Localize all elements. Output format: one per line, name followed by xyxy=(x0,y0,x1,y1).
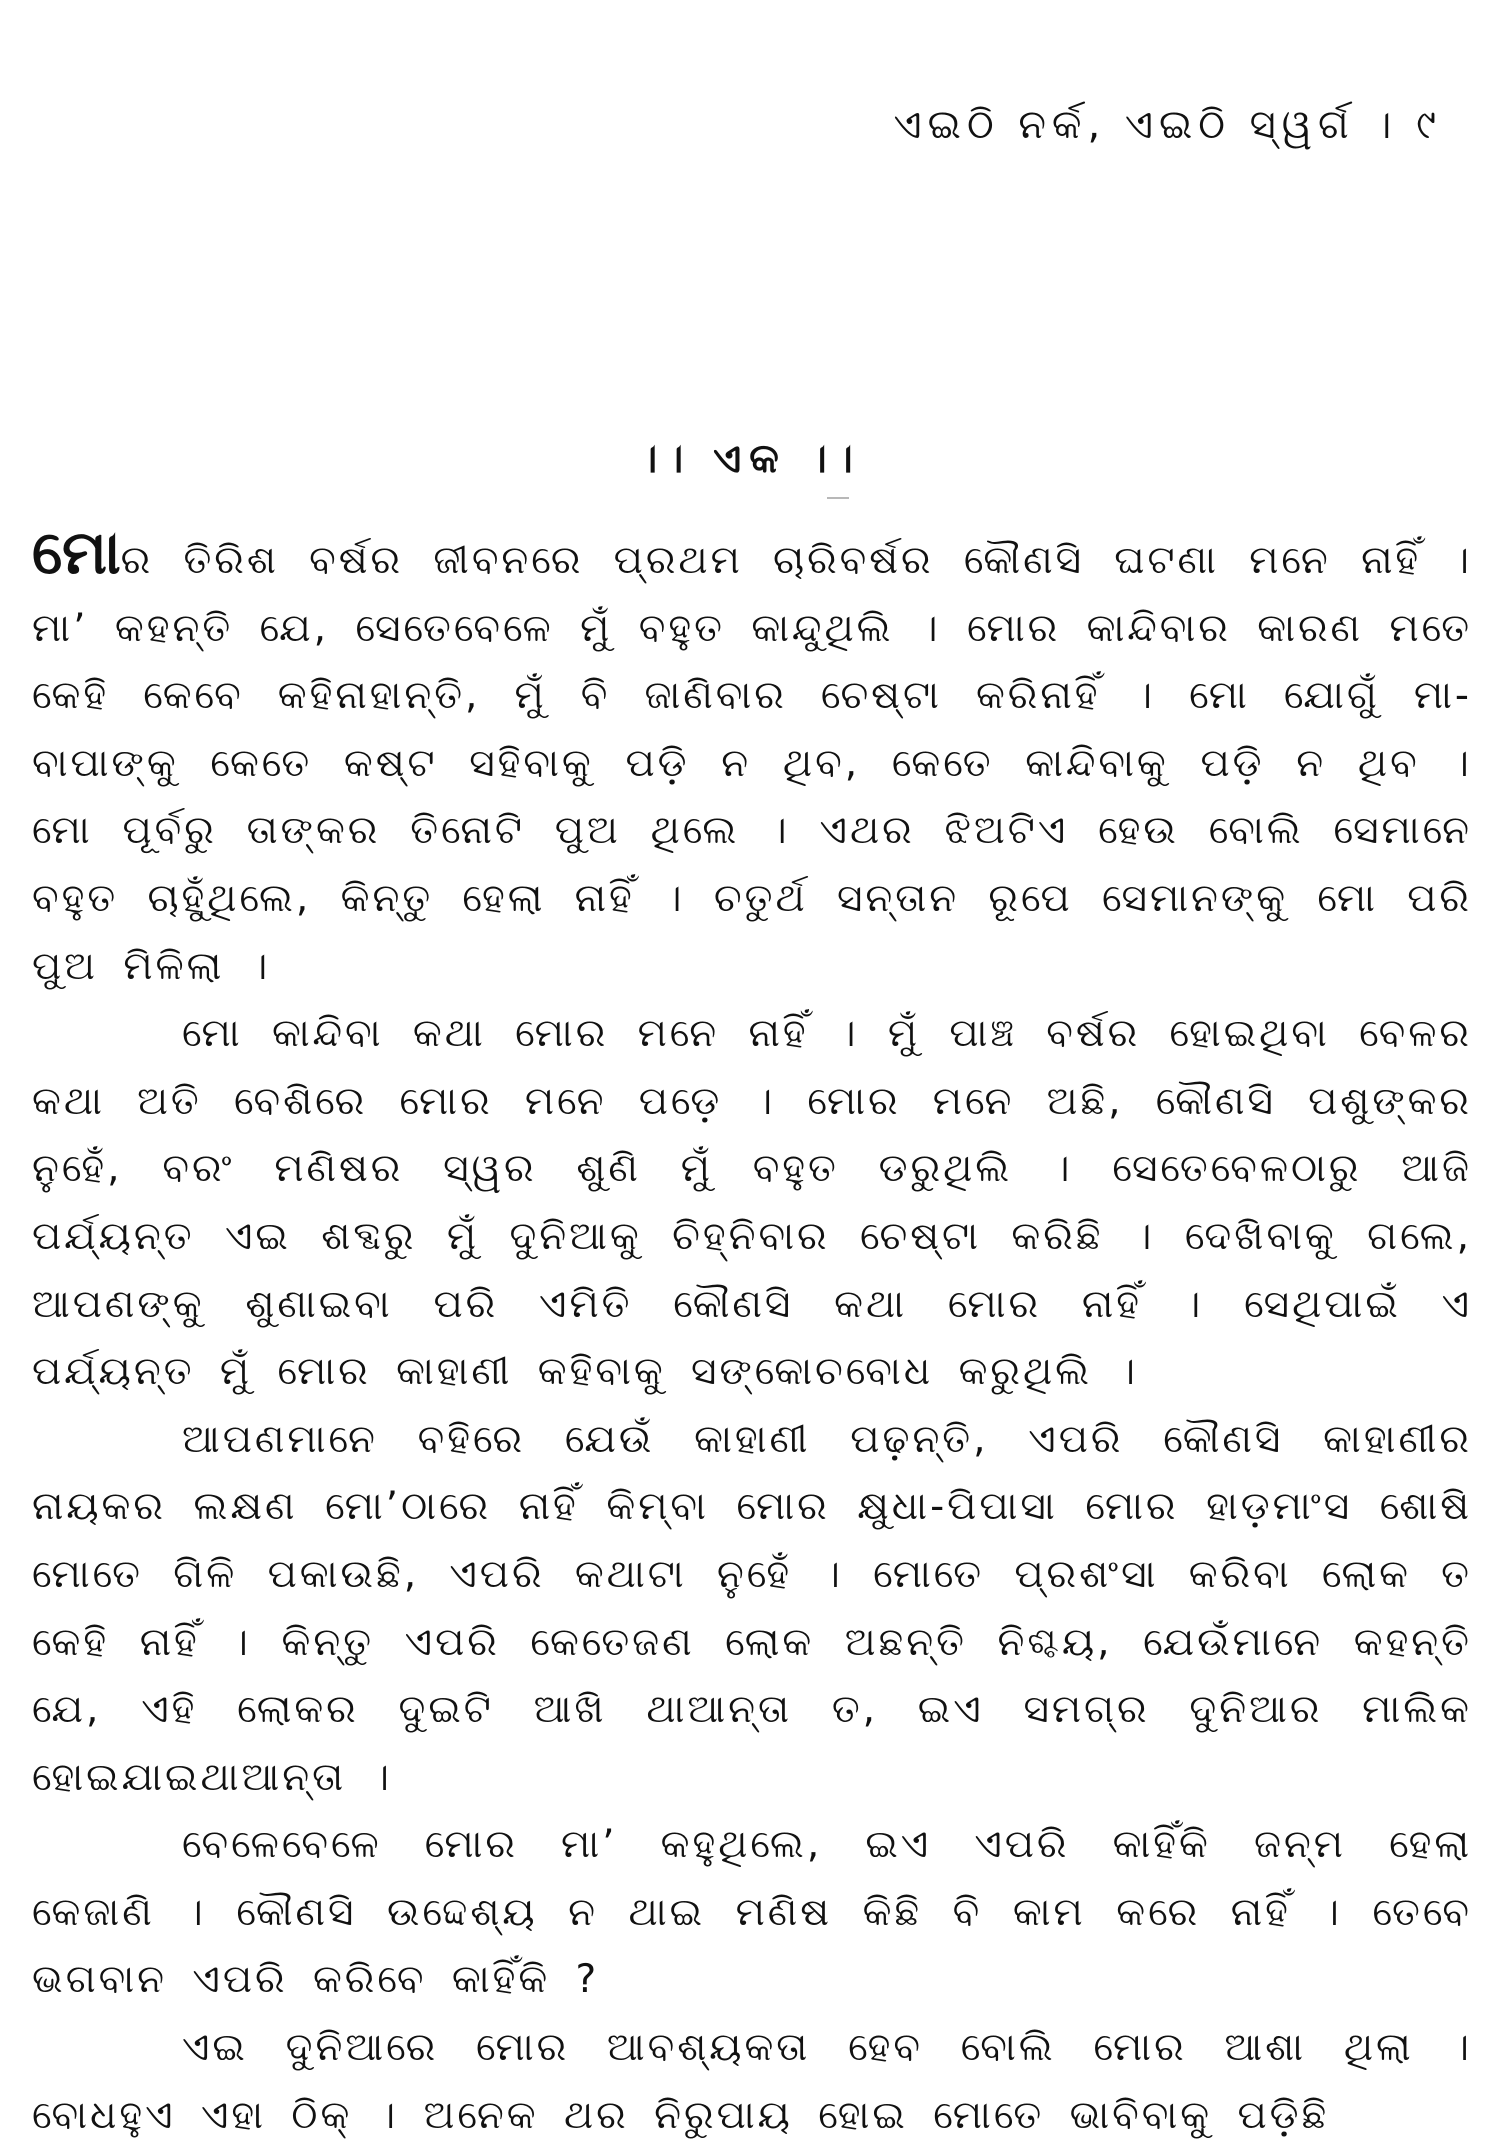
running-header: ଏଇଠି ନର୍କ, ଏଇଠି ସ୍ୱର୍ଗ । ୯ xyxy=(893,102,1442,148)
paragraph-2: ମୋ କାନ୍ଦିବା କଥା ମୋର ମନେ ନାହିଁ । ମୁଁ ପାଞ୍ଚ ବର୍ଷର ହୋଇଥିବା ବେଳର କଥା ଅତି ବେଶିରେ ମୋର ମନେ ପଡ଼େ । ମୋର ମନେ ଅଛି, କୌଣସି ପଶୁଙ୍କର ନୁହେଁ, ବରଂ ମଣିଷର ସ୍ୱର ଶୁଣି ମୁଁ ବହୁତ ଡରୁଥିଲି । ସେତେବେଳଠାରୁ ଆଜି ପର୍ଯ୍ୟନ୍ତ ଏଇ ଶବ୍ଦରୁ ମୁଁ ଦୁନିଆକୁ ଚିହ୍ନିବାର ଚେଷ୍ଟା କରିଛି । ଦେଖିବାକୁ ଗଲେ, ଆପଣଙ୍କୁ ଶୁଣାଇବା ପରି ଏମିତି କୌଣସି କଥା ମୋର ନାହିଁ । ସେଥିପାଇଁ ଏ ପର୍ଯ୍ୟନ୍ତ ମୁଁ ମୋର କାହାଣୀ କହିବାକୁ ସଙ୍କୋଚବୋଧ କରୁଥିଲି । xyxy=(32,1011,1472,1395)
print-speck xyxy=(827,497,849,499)
paragraph-1 xyxy=(32,520,1472,1000)
paragraph-text: ର ତିରିଶ ବର୍ଷର ଜୀବନରେ ପ୍ରଥମ ଚାରିବର୍ଷର କୌଣସି ଘଟଣା ମନେ ନାହିଁ । ମା’ କହନ୍ତି ଯେ, ସେତେବେଳେ ମୁଁ ବହୁତ କାନ୍ଦୁଥିଲି । ମୋର କାନ୍ଦିବାର କାରଣ ମତେ କେହି କେବେ କହିନାହାନ୍ତି, ମୁଁ ବି ଜାଣିବାର ଚେଷ୍ଟା କରିନାହିଁ । ମୋ ଯୋଗୁଁ ମା-ବାପାଙ୍କୁ କେତେ କଷ୍ଟ ସହିବାକୁ ପଡ଼ି ନ ଥିବ, କେତେ କାନ୍ଦିବାକୁ ପଡ଼ି ନ ଥିବ । ମୋ ପୂର୍ବରୁ ତାଙ୍କର ତିନୋଟି ପୁଅ ଥିଲେ । ଏଥର ଝିଅଟିଏ ହେଉ ବୋଲି ସେମାନେ ବହୁତ ଚାହୁଁଥିଲେ, କିନ୍ତୁ ହେଲା ନାହିଁ । ଚତୁର୍ଥ ସନ୍ତାନ ରୂପେ ସେମାନଙ୍କୁ ମୋ ପରି ପୁଅ ମିଳିଲା । xyxy=(32,538,1472,989)
paragraph-3: ଆପଣମାନେ ବହିରେ ଯେଉଁ କାହାଣୀ ପଢ଼ନ୍ତି, ଏପରି କୌଣସି କାହାଣୀର ନାୟକର ଲକ୍ଷଣ ମୋ’ଠାରେ ନାହିଁ କିମ୍ବା ମୋର କ୍ଷୁଧା-ପିପାସା ମୋର ହାଡ଼ମାଂସ ଶୋଷି ମୋତେ ଗିଳି ପକାଉଛି, ଏପରି କଥାଟା ନୁହେଁ । ମୋତେ ପ୍ରଶଂସା କରିବା ଲୋକ ତ କେହି ନାହିଁ । କିନ୍ତୁ ଏପରି କେତେଜଣ ଲୋକ ଅଛନ୍ତି ନିଶ୍ଚୟ, ଯେଉଁମାନେ କହନ୍ତି ଯେ, ଏହି ଲୋକର ଦୁଇଟି ଆଖି ଥାଆନ୍ତା ତ, ଇଏ ସମଗ୍ର ଦୁନିଆର ମାଲିକ ହୋଇଯାଇଥାଆନ୍ତା । xyxy=(32,1416,1472,1800)
paragraph-5: ଏଇ ଦୁନିଆରେ ମୋର ଆବଶ୍ୟକତା ହେବ ବୋଲି ମୋର ଆଶା ଥିଲା । ବୋଧହୁଏ ଏହା ଠିକ୍ । ଅନେକ ଥର ନିରୁପାୟ ହୋଇ ମୋତେ ଭାବିବାକୁ ପଡ଼ିଛି xyxy=(32,2025,1472,2138)
drop-cap: ମୋ xyxy=(32,518,121,588)
chapter-heading: ।। ଏକ ।। xyxy=(639,436,861,482)
body-text xyxy=(32,520,1472,2149)
paragraph-4: ବେଳେବେଳେ ମୋର ମା’ କହୁଥିଲେ, ଇଏ ଏପରି କାହିଁକି ଜନ୍ମ ହେଲା କେଜାଣି । କୌଣସି ଉଦ୍ଦେଶ୍ୟ ନ ଥାଇ ମଣିଷ କିଛି ବି କାମ କରେ ନାହିଁ । ତେବେ ଭଗବାନ ଏପରି କରିବେ କାହିଁକି ? xyxy=(32,1822,1472,2003)
